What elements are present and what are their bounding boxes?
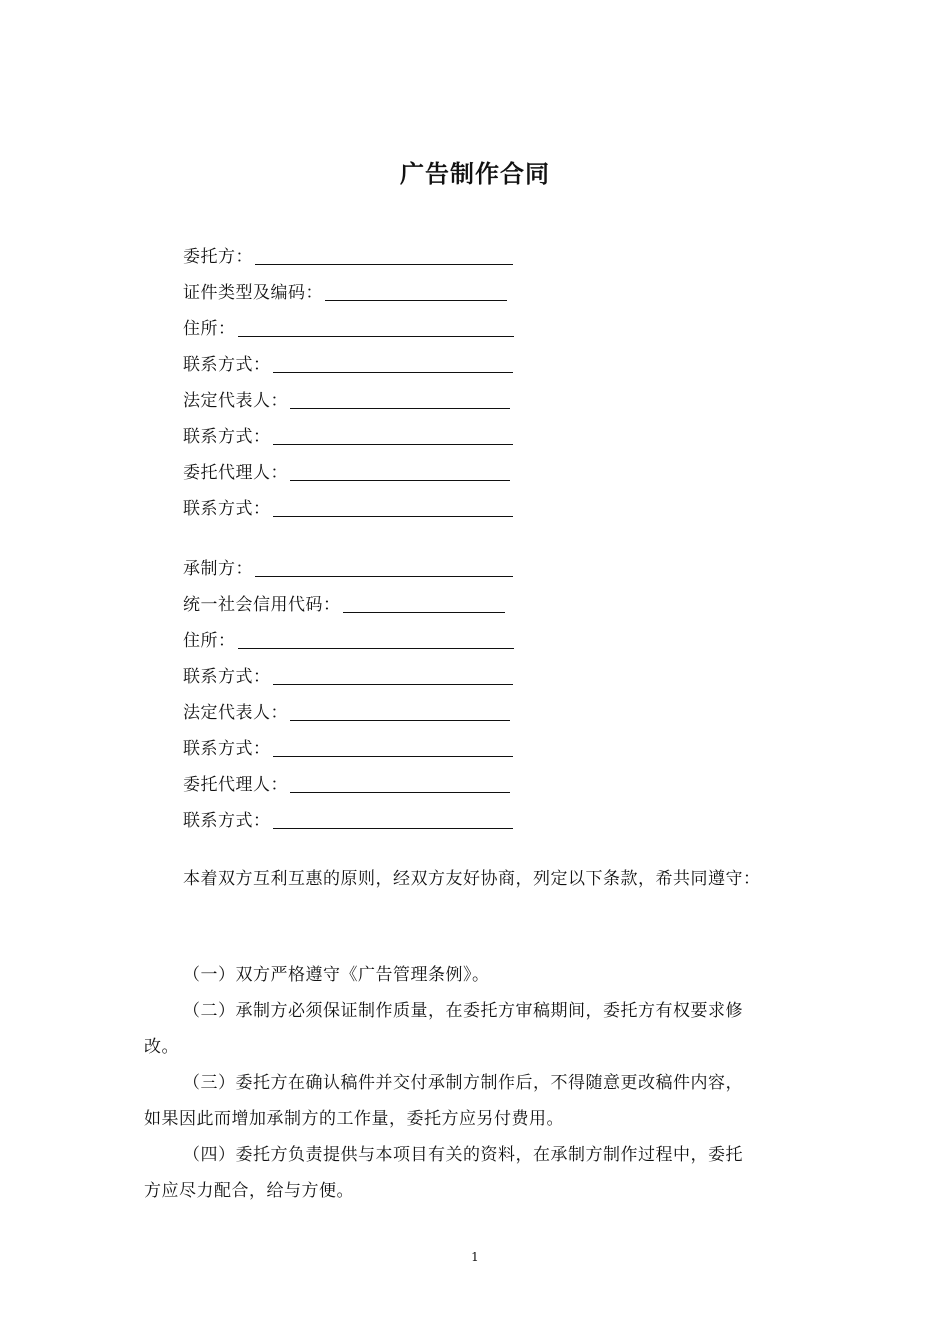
field-label: 住所： <box>183 319 236 339</box>
blank-line[interactable] <box>290 462 510 481</box>
field-label: 联系方式： <box>183 499 271 519</box>
contractor-name-field[interactable] <box>183 554 513 580</box>
field-label: 承制方： <box>183 559 253 579</box>
blank-line[interactable] <box>273 666 513 685</box>
field-label: 委托方： <box>183 247 253 267</box>
blank-line[interactable] <box>290 774 510 793</box>
blank-line[interactable] <box>255 246 513 265</box>
clause-2-line-2: 改。 <box>144 1037 179 1057</box>
client-address-field[interactable] <box>183 314 514 340</box>
blank-line[interactable] <box>273 810 513 829</box>
blank-line[interactable] <box>290 390 510 409</box>
clause-2-line-1: （二）承制方必须保证制作质量，在委托方审稿期间，委托方有权要求修 <box>183 1001 743 1021</box>
document-title: 广告制作合同 <box>400 159 550 188</box>
contractor-legal-rep-field[interactable] <box>183 698 510 724</box>
clause-1-line-1: （一）双方严格遵守《广告管理条例》。 <box>183 965 490 985</box>
field-label: 委托代理人： <box>183 775 288 795</box>
blank-line[interactable] <box>238 630 514 649</box>
clause-4-line-1: （四）委托方负责提供与本项目有关的资料，在承制方制作过程中，委托 <box>183 1145 743 1165</box>
field-label: 统一社会信用代码： <box>183 595 341 615</box>
field-label: 联系方式： <box>183 811 271 831</box>
contractor-agent-field[interactable] <box>183 770 510 796</box>
field-label: 联系方式： <box>183 667 271 687</box>
client-agent-contact-field[interactable] <box>183 494 513 520</box>
field-label: 法定代表人： <box>183 703 288 723</box>
blank-line[interactable] <box>255 558 513 577</box>
blank-line[interactable] <box>343 594 505 613</box>
blank-line[interactable] <box>273 498 513 517</box>
client-agent-field[interactable] <box>183 458 510 484</box>
blank-line[interactable] <box>273 354 513 373</box>
field-label: 联系方式： <box>183 739 271 759</box>
contractor-address-field[interactable] <box>183 626 514 652</box>
preamble-text: 本着双方互利互惠的原则，经双方友好协商，列定以下条款，希共同遵守： <box>183 869 761 889</box>
page-number: 1 <box>471 1250 479 1264</box>
client-contact-field[interactable] <box>183 350 513 376</box>
client-id-type-field[interactable] <box>183 278 507 304</box>
client-legal-rep-contact-field[interactable] <box>183 422 513 448</box>
field-label: 联系方式： <box>183 355 271 375</box>
field-label: 证件类型及编码： <box>183 283 323 303</box>
clause-3-line-2: 如果因此而增加承制方的工作量，委托方应另付费用。 <box>144 1109 564 1129</box>
field-label: 联系方式： <box>183 427 271 447</box>
clause-3-line-1: （三）委托方在确认稿件并交付承制方制作后，不得随意更改稿件内容， <box>183 1073 743 1093</box>
contractor-credit-code-field[interactable] <box>183 590 505 616</box>
field-label: 住所： <box>183 631 236 651</box>
field-label: 法定代表人： <box>183 391 288 411</box>
contractor-legal-rep-contact-field[interactable] <box>183 734 513 760</box>
blank-line[interactable] <box>238 318 514 337</box>
clause-4-line-2: 方应尽力配合，给与方便。 <box>144 1181 354 1201</box>
client-name-field[interactable] <box>183 242 513 268</box>
blank-line[interactable] <box>273 426 513 445</box>
contractor-contact-field[interactable] <box>183 662 513 688</box>
blank-line[interactable] <box>273 738 513 757</box>
field-label: 委托代理人： <box>183 463 288 483</box>
blank-line[interactable] <box>290 702 510 721</box>
blank-line[interactable] <box>325 282 507 301</box>
client-legal-rep-field[interactable] <box>183 386 510 412</box>
contractor-agent-contact-field[interactable] <box>183 806 513 832</box>
